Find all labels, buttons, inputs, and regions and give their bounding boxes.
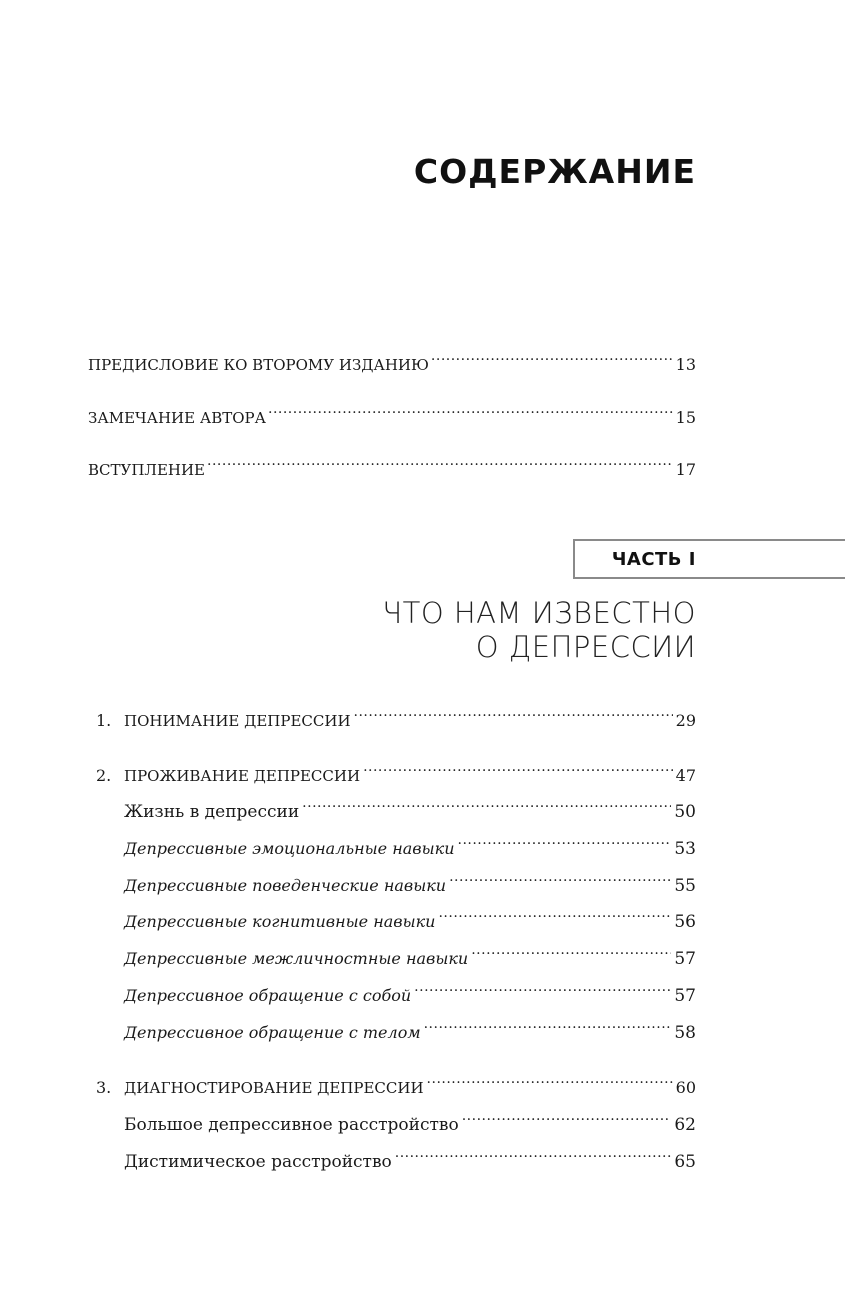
toc-entry-page: 65 — [674, 1152, 696, 1172]
toc-entry-label: ВСТУПЛЕНИЕ — [88, 461, 206, 479]
dot-leader — [395, 1147, 672, 1167]
dot-leader — [363, 761, 673, 781]
chapter-number: 2. — [96, 766, 112, 785]
toc-entry-preface[interactable] — [88, 350, 696, 375]
toc-entry-page: 57 — [674, 986, 696, 1006]
toc-section[interactable] — [124, 1018, 696, 1043]
toc-entry-label: Депрессивное обращение с телом — [124, 1023, 421, 1042]
toc-entry-label: Депрессивные эмоциональные навыки — [124, 839, 455, 858]
toc-entry-label: Депрессивные поведенческие навыки — [124, 876, 447, 895]
toc-entry-page: 56 — [674, 912, 696, 932]
dot-leader — [471, 944, 671, 964]
toc-section[interactable] — [124, 944, 696, 969]
toc-entry-label: Большое депрессивное расстройство — [124, 1115, 459, 1135]
toc-entry-author-note[interactable] — [88, 403, 696, 428]
toc-entry-label: ПРЕДИСЛОВИЕ КО ВТОРОМУ ИЗДАНИЮ — [88, 356, 429, 374]
toc-entry-page: 13 — [675, 355, 696, 374]
toc-entry-label: Дистимическое расстройство — [124, 1152, 392, 1172]
dot-leader — [414, 981, 671, 1001]
toc-entry-label: Депрессивные когнитивные навыки — [124, 912, 436, 931]
dot-leader — [462, 1110, 672, 1130]
toc-section[interactable] — [124, 871, 696, 896]
part-title-line: О ДЕПРЕССИИ — [475, 630, 696, 664]
toc-chapter-3[interactable] — [96, 1073, 696, 1098]
toc-chapter-1[interactable] — [96, 706, 696, 731]
part-label: ЧАСТЬ I — [611, 549, 696, 570]
toc-section[interactable] — [124, 834, 696, 859]
dot-leader — [424, 1018, 672, 1038]
toc-chapter-2[interactable] — [96, 761, 696, 786]
dot-leader — [354, 706, 673, 726]
toc-entry-page: 55 — [674, 876, 696, 896]
toc-entry-label: ПОНИМАНИЕ ДЕПРЕССИИ — [124, 712, 351, 730]
toc-section[interactable] — [124, 1110, 696, 1135]
chapter-number: 3. — [96, 1078, 112, 1097]
toc-entry-page: 60 — [675, 1078, 696, 1097]
toc-entry-introduction[interactable] — [88, 455, 696, 480]
toc-section[interactable] — [124, 981, 696, 1006]
part-title — [382, 596, 696, 664]
toc-entry-page: 29 — [675, 711, 696, 730]
toc-entry-label: Жизнь в депрессии — [124, 802, 300, 822]
toc-entry-label: ДИАГНОСТИРОВАНИЕ ДЕПРЕССИИ — [124, 1079, 424, 1097]
page-title: СОДЕРЖАНИЕ — [413, 152, 696, 191]
toc-section[interactable] — [124, 797, 696, 822]
dot-leader — [302, 797, 671, 817]
dot-leader — [449, 871, 671, 891]
dot-leader — [268, 403, 673, 423]
dot-leader — [207, 455, 673, 475]
chapter-number: 1. — [96, 711, 112, 730]
toc-entry-page: 58 — [674, 1023, 696, 1043]
dot-leader — [427, 1073, 673, 1093]
toc-entry-label: Депрессивные межличностные навыки — [124, 949, 469, 968]
toc-entry-page: 62 — [674, 1115, 696, 1135]
toc-entry-page: 53 — [674, 839, 696, 859]
toc-entry-page: 57 — [674, 949, 696, 969]
toc-entry-page: 50 — [674, 802, 696, 822]
toc-entry-label: ПРОЖИВАНИЕ ДЕПРЕССИИ — [124, 767, 361, 785]
toc-entry-label: ЗАМЕЧАНИЕ АВТОРА — [88, 409, 266, 427]
part-title-line: ЧТО НАМ ИЗВЕСТНО — [382, 596, 696, 630]
toc-section[interactable] — [124, 907, 696, 932]
dot-leader — [458, 834, 672, 854]
dot-leader — [431, 350, 673, 370]
toc-entry-page: 17 — [675, 460, 696, 479]
toc-entry-label: Депрессивное обращение с собой — [124, 986, 412, 1005]
toc-entry-page: 15 — [675, 408, 696, 427]
toc-section[interactable] — [124, 1147, 696, 1172]
dot-leader — [438, 907, 671, 927]
toc-entry-page: 47 — [675, 766, 696, 785]
